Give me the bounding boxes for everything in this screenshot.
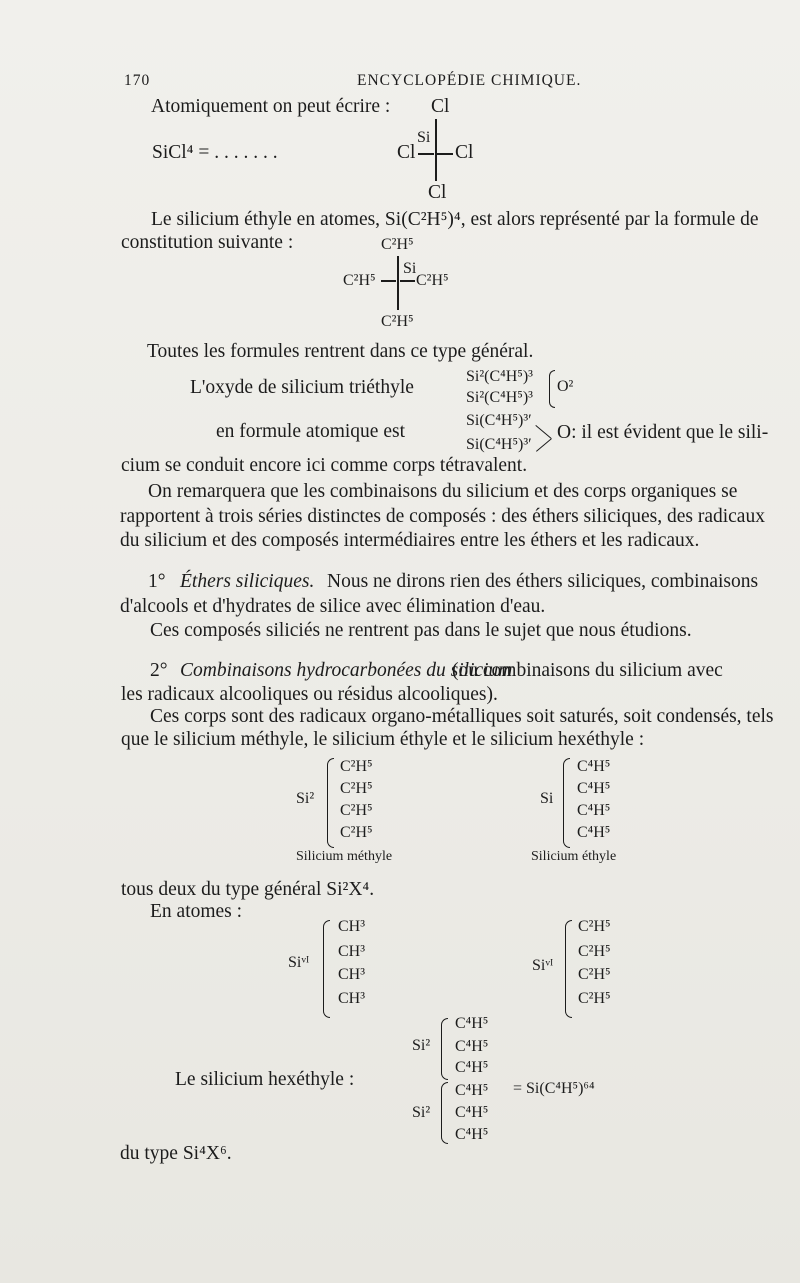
sec2-line4: que le silicium méthyle, le silicium éthyle et le silicium hexéthyle : bbox=[121, 729, 645, 750]
methyl-item-1: C²H⁵ bbox=[340, 758, 373, 775]
brace-hexethyl-bottom bbox=[441, 1082, 448, 1144]
ethyl-left: C²H⁵ bbox=[343, 272, 376, 289]
atomic-formula-b: Si(C⁴H⁵)³′ bbox=[466, 436, 532, 453]
cl-bottom: Cl bbox=[428, 182, 447, 203]
ethyl-bond-vertical bbox=[397, 256, 399, 310]
atoms-right-item-4: C²H⁵ bbox=[578, 990, 611, 1007]
atoms-right-si: Siᵛᴵ bbox=[532, 957, 554, 974]
methyl-si: Si² bbox=[296, 790, 315, 807]
hexethyl-type: du type Si⁴X⁶. bbox=[120, 1143, 232, 1164]
ethyl2-item-3: C⁴H⁵ bbox=[577, 802, 611, 819]
hexethyl-top-item-1: C⁴H⁵ bbox=[455, 1015, 489, 1032]
para1-tail: O: il est évident que le sili- bbox=[557, 422, 769, 443]
atoms-left-item-1: CH³ bbox=[338, 918, 366, 935]
brace-atoms-right bbox=[565, 920, 572, 1018]
converge-upper bbox=[535, 425, 551, 439]
brace-oxide bbox=[549, 370, 555, 408]
atoms-right-item-2: C²H⁵ bbox=[578, 943, 611, 960]
para1-line4: cium se conduit encore ici comme corps tétravalent. bbox=[121, 455, 528, 476]
hexethyl-bottom-item-2: C⁴H⁵ bbox=[455, 1104, 489, 1121]
ethyl-bond-left bbox=[381, 280, 396, 282]
brace-hexethyl-top bbox=[441, 1018, 448, 1080]
hexethyl-label: Le silicium hexéthyle : bbox=[175, 1069, 355, 1090]
converge-lower bbox=[536, 438, 552, 452]
atomic-intro: Atomiquement on peut écrire : bbox=[151, 96, 391, 117]
ethyl-right: C²H⁵ bbox=[416, 272, 449, 289]
methyl-caption: Silicium méthyle bbox=[296, 849, 393, 864]
ethyl2-item-4: C⁴H⁵ bbox=[577, 824, 611, 841]
para2-line3: du silicium et des composés intermédiaires entre les éthers et les radicaux. bbox=[120, 530, 700, 551]
bond-right bbox=[437, 153, 453, 155]
sicl4-formula: SiCl⁴ = . . . . . . . bbox=[152, 142, 278, 163]
cl-left: Cl bbox=[397, 142, 416, 163]
ethyl-bond-right bbox=[400, 280, 415, 282]
sec2-line2: les radicaux alcooliques ou résidus alcooliques). bbox=[121, 684, 498, 705]
si-center: Si bbox=[417, 129, 431, 146]
sec1-line3: Ces composés siliciés ne rentrent pas dans le sujet que nous étudions. bbox=[150, 620, 692, 641]
sec1-title: Éthers siliciques. bbox=[180, 571, 315, 592]
para2-line1: On remarquera que les combinaisons du silicium et des corps organiques se bbox=[148, 481, 738, 502]
cl-top: Cl bbox=[431, 96, 450, 117]
oxide-formula-b: Si²(C⁴H⁵)³ bbox=[466, 389, 533, 406]
methyl-item-2: C²H⁵ bbox=[340, 780, 373, 797]
sec2-title: Combinaisons hydrocarbonées du silicium bbox=[180, 660, 513, 681]
brace-ethyl2 bbox=[563, 758, 570, 848]
sec1-line1: Nous ne dirons rien des éthers siliciques, combinaisons bbox=[327, 571, 759, 592]
atoms-left-item-3: CH³ bbox=[338, 966, 366, 983]
ethyl-line2: constitution suivante : bbox=[121, 232, 294, 253]
hexethyl-bottom-item-3: C⁴H⁵ bbox=[455, 1126, 489, 1143]
hexethyl-top-item-2: C⁴H⁵ bbox=[455, 1038, 489, 1055]
bond-vertical bbox=[435, 119, 437, 181]
para1-line1: Toutes les formules rentrent dans ce type général. bbox=[147, 341, 534, 362]
brace-atoms-left bbox=[323, 920, 330, 1018]
ethyl2-caption: Silicium éthyle bbox=[531, 849, 617, 864]
atomic-formula-a: Si(C⁴H⁵)³′ bbox=[466, 412, 532, 429]
hexethyl-si-top: Si² bbox=[412, 1037, 431, 1054]
methyl-item-4: C²H⁵ bbox=[340, 824, 373, 841]
ethyl-line1: Le silicium éthyle en atomes, Si(C²H⁵)⁴, est alors représenté par la formule de bbox=[151, 209, 759, 230]
atoms-left-item-4: CH³ bbox=[338, 990, 366, 1007]
sec2-line1: (ou combinaisons du silicium avec bbox=[452, 660, 723, 681]
brace-methyl bbox=[327, 758, 334, 848]
oxide-o2: O² bbox=[557, 378, 574, 395]
bond-left bbox=[418, 153, 434, 155]
para2-line2: rapportent à trois séries distinctes de composés : des éthers siliciques, des radicaux bbox=[120, 506, 765, 527]
atoms-left-si: Siᵛᴵ bbox=[288, 954, 310, 971]
atoms-left-item-2: CH³ bbox=[338, 943, 366, 960]
general-line2: En atomes : bbox=[150, 901, 243, 922]
methyl-item-3: C²H⁵ bbox=[340, 802, 373, 819]
atoms-right-item-3: C²H⁵ bbox=[578, 966, 611, 983]
ethyl2-item-1: C⁴H⁵ bbox=[577, 758, 611, 775]
ethyl2-item-2: C⁴H⁵ bbox=[577, 780, 611, 797]
sec1-line2: d'alcools et d'hydrates de silice avec élimination d'eau. bbox=[120, 596, 546, 617]
para1-line3: en formule atomique est bbox=[216, 421, 405, 442]
ethyl-si: Si bbox=[403, 260, 417, 277]
atoms-right-item-1: C²H⁵ bbox=[578, 918, 611, 935]
page-number: 170 bbox=[124, 72, 151, 89]
oxide-formula-a: Si²(C⁴H⁵)³ bbox=[466, 368, 533, 385]
hexethyl-bottom-item-1: C⁴H⁵ bbox=[455, 1082, 489, 1099]
cl-right: Cl bbox=[455, 142, 474, 163]
para1-line2: L'oxyde de silicium triéthyle bbox=[190, 377, 414, 398]
running-title: ENCYCLOPÉDIE CHIMIQUE. bbox=[357, 72, 582, 89]
hexethyl-equals: = Si(C⁴H⁵)⁶⁴ bbox=[513, 1080, 595, 1097]
hexethyl-top-item-3: C⁴H⁵ bbox=[455, 1059, 489, 1076]
ethyl-top: C²H⁵ bbox=[381, 236, 414, 253]
sec2-number: 2° bbox=[150, 660, 168, 681]
sec1-number: 1° bbox=[148, 571, 166, 592]
ethyl2-si: Si bbox=[540, 790, 554, 807]
sec2-line3: Ces corps sont des radicaux organo-métalliques soit saturés, soit condensés, tels bbox=[150, 706, 774, 727]
ethyl-bottom: C²H⁵ bbox=[381, 313, 414, 330]
general-line1: tous deux du type général Si²X⁴. bbox=[121, 879, 375, 900]
hexethyl-si-bottom: Si² bbox=[412, 1104, 431, 1121]
